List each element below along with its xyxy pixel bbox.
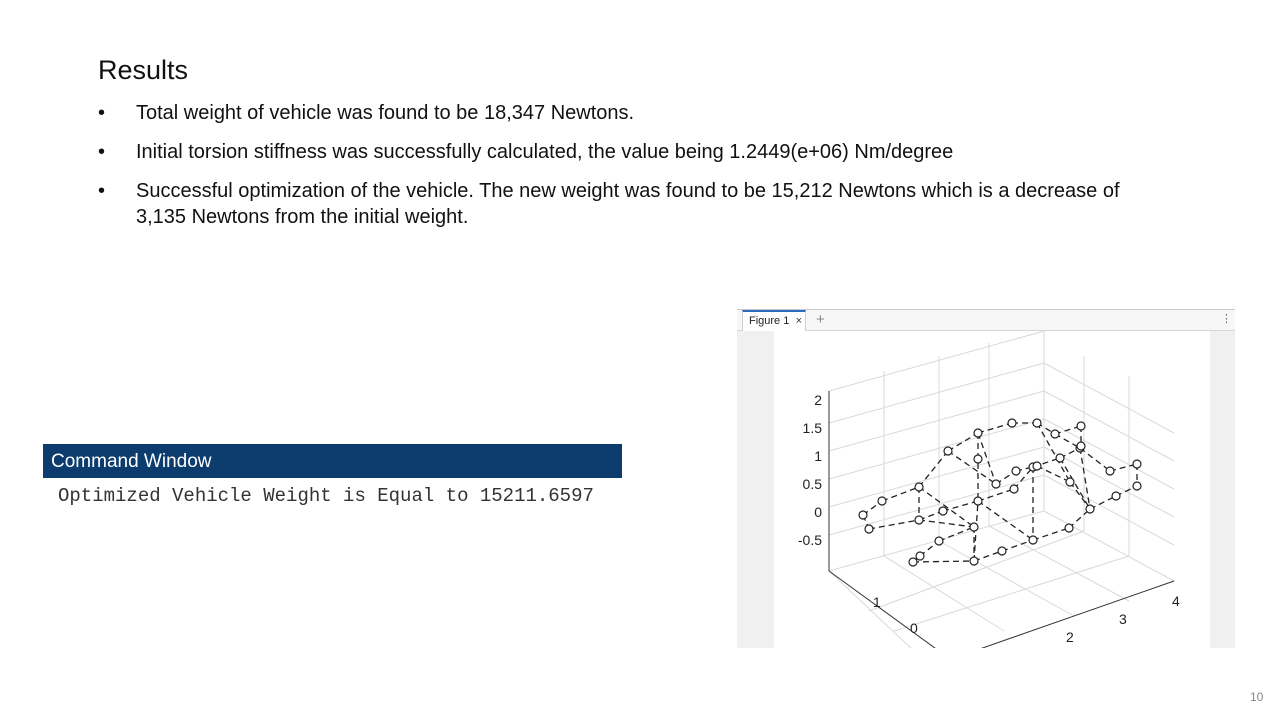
frame-member-line bbox=[978, 501, 1033, 540]
grid-line bbox=[1044, 363, 1174, 433]
frame-node-marker bbox=[1106, 467, 1114, 475]
y-tick-labels bbox=[873, 594, 918, 636]
frame-nodes bbox=[859, 419, 1141, 566]
bullet-text: Successful optimization of the vehicle. The new weight was found to be 15,212 Newtons which is a decrease of 3,135 Newtons from the initial weight. bbox=[136, 180, 1120, 228]
frame-node-marker bbox=[1086, 505, 1094, 513]
frame-node-marker bbox=[1133, 482, 1141, 490]
frame-node-marker bbox=[865, 525, 873, 533]
frame-node-marker bbox=[909, 558, 917, 566]
bullet-text: Initial torsion stiffness was successfully calculated, the value being 1.2449(e+06) Nm/degree bbox=[136, 141, 954, 163]
z-tick-labels bbox=[798, 392, 822, 548]
grid-line bbox=[829, 571, 914, 648]
z-tick-label: 1.5 bbox=[802, 420, 822, 436]
frame-node-marker bbox=[1051, 430, 1059, 438]
frame-node-marker bbox=[935, 537, 943, 545]
x-axis bbox=[974, 581, 1174, 648]
bullet-text: Total weight of vehicle was found to be 18,347 Newtons. bbox=[136, 102, 635, 124]
frame-node-marker bbox=[915, 483, 923, 491]
z-tick-label: -0.5 bbox=[797, 532, 822, 548]
bullet-marker: • bbox=[98, 141, 106, 163]
frame-node-marker bbox=[1066, 478, 1074, 486]
frame-node-marker bbox=[1010, 485, 1018, 493]
frame-node-marker bbox=[1029, 536, 1037, 544]
frame-node-marker bbox=[974, 455, 982, 463]
grid-line bbox=[1044, 475, 1174, 545]
close-icon[interactable]: × bbox=[795, 315, 802, 327]
x-tick-label: 4 bbox=[1172, 593, 1180, 609]
frame-member-line bbox=[1080, 448, 1090, 509]
frame-member-line bbox=[978, 489, 1014, 501]
frame-member-line bbox=[882, 487, 919, 501]
menu-icon[interactable]: ⋮ bbox=[1221, 313, 1231, 325]
bullet-list bbox=[96, 100, 1146, 243]
grid-line bbox=[894, 556, 1129, 631]
grid-line bbox=[1044, 391, 1174, 461]
y-tick-label: 0 bbox=[910, 620, 918, 636]
bullet-marker: • bbox=[98, 102, 106, 124]
command-window-header: Command Window bbox=[43, 444, 622, 478]
grid-line bbox=[829, 363, 1044, 423]
frame-node-marker bbox=[1033, 419, 1041, 427]
frame-node-marker bbox=[970, 523, 978, 531]
frame-node-marker bbox=[974, 429, 982, 437]
slide-title: Results bbox=[98, 55, 189, 85]
x-tick-label: 3 bbox=[1119, 611, 1127, 627]
y-axis bbox=[829, 571, 939, 648]
frame-member-line bbox=[939, 527, 974, 541]
grid-line bbox=[1044, 419, 1174, 489]
frame-member-line bbox=[913, 561, 974, 562]
add-tab-icon[interactable]: + bbox=[816, 311, 825, 328]
tab-label: Figure 1 bbox=[749, 315, 790, 327]
grid-line bbox=[939, 541, 1074, 616]
frame-node-marker bbox=[915, 516, 923, 524]
frame-node-marker bbox=[1033, 462, 1041, 470]
z-tick-label: 1 bbox=[814, 448, 822, 464]
command-window-output: Optimized Vehicle Weight is Equal to 15211.6597 bbox=[58, 485, 594, 507]
z-tick-label: 2 bbox=[814, 392, 822, 408]
grid-line bbox=[989, 526, 1129, 601]
page-number: 10 bbox=[1250, 690, 1264, 704]
bullet-item bbox=[96, 139, 1146, 165]
frame-member-line bbox=[943, 501, 978, 511]
frame-node-marker bbox=[939, 507, 947, 515]
frame-member-line bbox=[919, 487, 974, 527]
frame-node-marker bbox=[1008, 419, 1016, 427]
figure-canvas[interactable] bbox=[774, 331, 1210, 648]
z-tick-label: 0 bbox=[814, 504, 822, 520]
frame-node-marker bbox=[1112, 492, 1120, 500]
z-tick-label: 0.5 bbox=[802, 476, 822, 492]
frame-node-marker bbox=[970, 557, 978, 565]
frame-node-marker bbox=[998, 547, 1006, 555]
frame-node-marker bbox=[992, 480, 1000, 488]
frame-node-marker bbox=[916, 552, 924, 560]
grid-line bbox=[829, 447, 1044, 507]
frame-node-marker bbox=[1065, 524, 1073, 532]
bullet-item bbox=[96, 100, 1146, 126]
frame-node-marker bbox=[974, 497, 982, 505]
frame-members bbox=[863, 423, 1137, 562]
grid-line bbox=[1044, 511, 1174, 581]
plot3d bbox=[774, 331, 1210, 648]
y-tick-label: 1 bbox=[873, 594, 881, 610]
tab-figure-1[interactable] bbox=[742, 310, 806, 331]
frame-node-marker bbox=[1077, 442, 1085, 450]
frame-node-marker bbox=[944, 447, 952, 455]
frame-member-line bbox=[978, 423, 1012, 433]
frame-node-marker bbox=[1012, 467, 1020, 475]
frame-node-marker bbox=[1077, 422, 1085, 430]
bullet-item bbox=[96, 178, 1146, 230]
x-tick-labels bbox=[1066, 593, 1180, 645]
grid-line bbox=[829, 475, 1044, 535]
frame-member-line bbox=[919, 520, 974, 527]
frame-node-marker bbox=[878, 497, 886, 505]
grid-line bbox=[869, 531, 1084, 611]
figure-toolbar bbox=[737, 309, 1235, 331]
frame-node-marker bbox=[1056, 454, 1064, 462]
grid-line bbox=[829, 331, 1044, 391]
x-tick-label: 2 bbox=[1066, 629, 1074, 645]
frame-node-marker bbox=[859, 511, 867, 519]
frame-member-line bbox=[919, 451, 948, 487]
frame-node-marker bbox=[1133, 460, 1141, 468]
figure-window bbox=[737, 309, 1235, 648]
bullet-marker: • bbox=[98, 180, 106, 202]
